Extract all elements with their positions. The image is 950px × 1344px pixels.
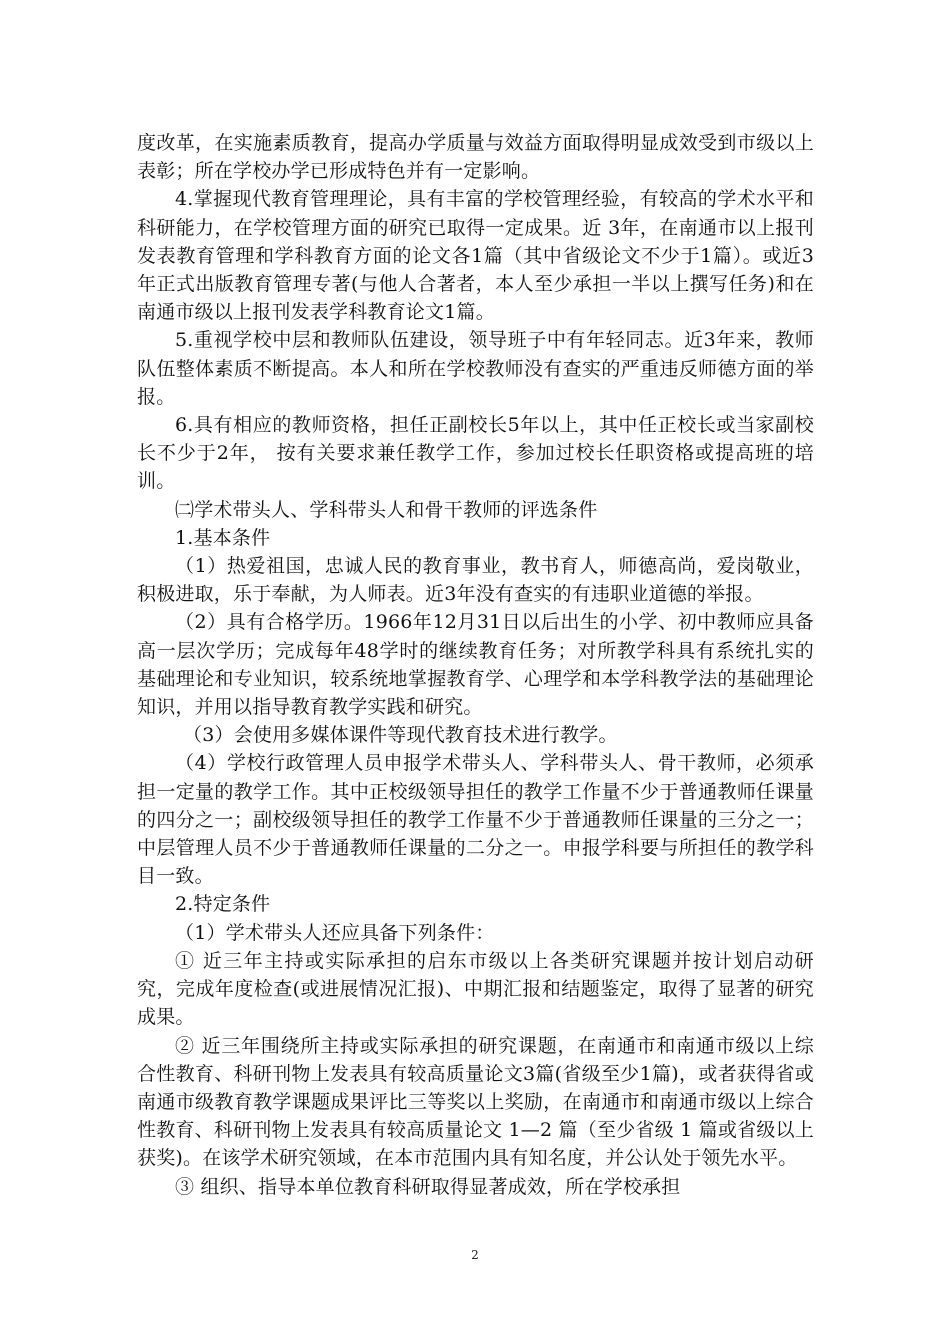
paragraph-circled-3: ③ 组织、指导本单位教育科研取得显著成效，所在学校承担 xyxy=(175,1175,681,1198)
paragraph-basic-4: （4）学校行政管理人员申报学术带头人、学科带头人、骨干教师，必须承担一定量的教学工作。其中正校级领导担任的教学工作量不少于普通教师任课量的四分之一；副校级领导担任的教学工作量不少于普通教师任课量的三分之一；中层管理人员不少于普通教师任课量的二分之一。申报学科要与所担任的教学科目一致。 xyxy=(137,752,814,888)
paragraph-basic-1: （1）热爱祖国，忠诚人民的教育事业，教书育人，师德高尚，爱岗敬业，积极进取，乐于奉献，为人师表。近3年没有查实的有违职业道德的举报。 xyxy=(137,555,814,606)
paragraph-item-6: 6.具有相应的教师资格，担任正副校长5年以上，其中任正校长或当家副校长不少于2年， 按有关要求兼任教学工作，参加过校长任职资格或提高班的培训。 xyxy=(137,414,814,493)
subheading-specific-conditions: 2.特定条件 xyxy=(175,893,271,916)
paragraph-item-5: 5.重视学校中层和教师队伍建设，领导班子中有年轻同志。近3年来，教师队伍整体素质不断提高。本人和所在学校教师没有查实的严重违反师德方面的举报。 xyxy=(137,329,814,408)
document-body xyxy=(137,129,814,1201)
paragraph-circled-1: ① 近三年主持或实际承担的启东市级以上各类研究课题并按计划启动研究，完成年度检查(或进展情况汇报)、中期汇报和结题鉴定，取得了显著的研究成果。 xyxy=(137,949,814,1029)
paragraph-specific-1: （1）学术带头人还应具备下列条件： xyxy=(175,921,495,944)
subheading-basic-conditions: 1.基本条件 xyxy=(175,526,271,549)
section-heading-2: ㈡学术带头人、学科带头人和骨干教师的评选条件 xyxy=(175,498,598,521)
paragraph-basic-3: （3）会使用多媒体课件等现代教育技术进行教学。 xyxy=(183,724,618,747)
paragraph-continuation: 度改革，在实施素质教育，提高办学质量与效益方面取得明显成效受到市级以上表彰；所在学校办学已形成特色并有一定影响。 xyxy=(137,132,814,183)
page-number: 2 xyxy=(471,1248,479,1262)
paragraph-circled-2: ② 近三年围绕所主持或实际承担的研究课题，在南通市和南通市级以上综合性教育、科研刊物上发表具有较高质量论文3篇(省级至少1篇)，或者获得省或南通市级教育教学课题成果评比三等奖以上奖励，在南通市和南通市级以上综合性教育、科研刊物上发表具有较高质量论文 1—2 篇（至少省级 1 篇或省级以上获奖)。在该学术研究领域，在本市范围内具有知名度，并公认处于领先水平。 xyxy=(137,1034,814,1170)
paragraph-item-4: 4.掌握现代教育管理理论，具有丰富的学校管理经验，有较高的学术水平和科研能力，在学校管理方面的研究已取得一定成果。近 3年，在南通市以上报刊发表教育管理和学科教育方面的论文各1篇（其中省级论文不少于1篇）。或近3年正式出版教育管理专著(与他人合著者，本人至少承担一半以上撰写任务)和在南通市级以上报刊发表学科教育论文1篇。 xyxy=(137,188,814,324)
paragraph-basic-2: （2）具有合格学历。1966年12月31日以后出生的小学、初中教师应具备高一层次学历；完成每年48学时的继续教育任务；对所教学科具有系统扎实的基础理论和专业知识，较系统地掌握教育学、心理学和本学科教学法的基础理论知识，并用以指导教育教学实践和研究。 xyxy=(137,611,814,719)
